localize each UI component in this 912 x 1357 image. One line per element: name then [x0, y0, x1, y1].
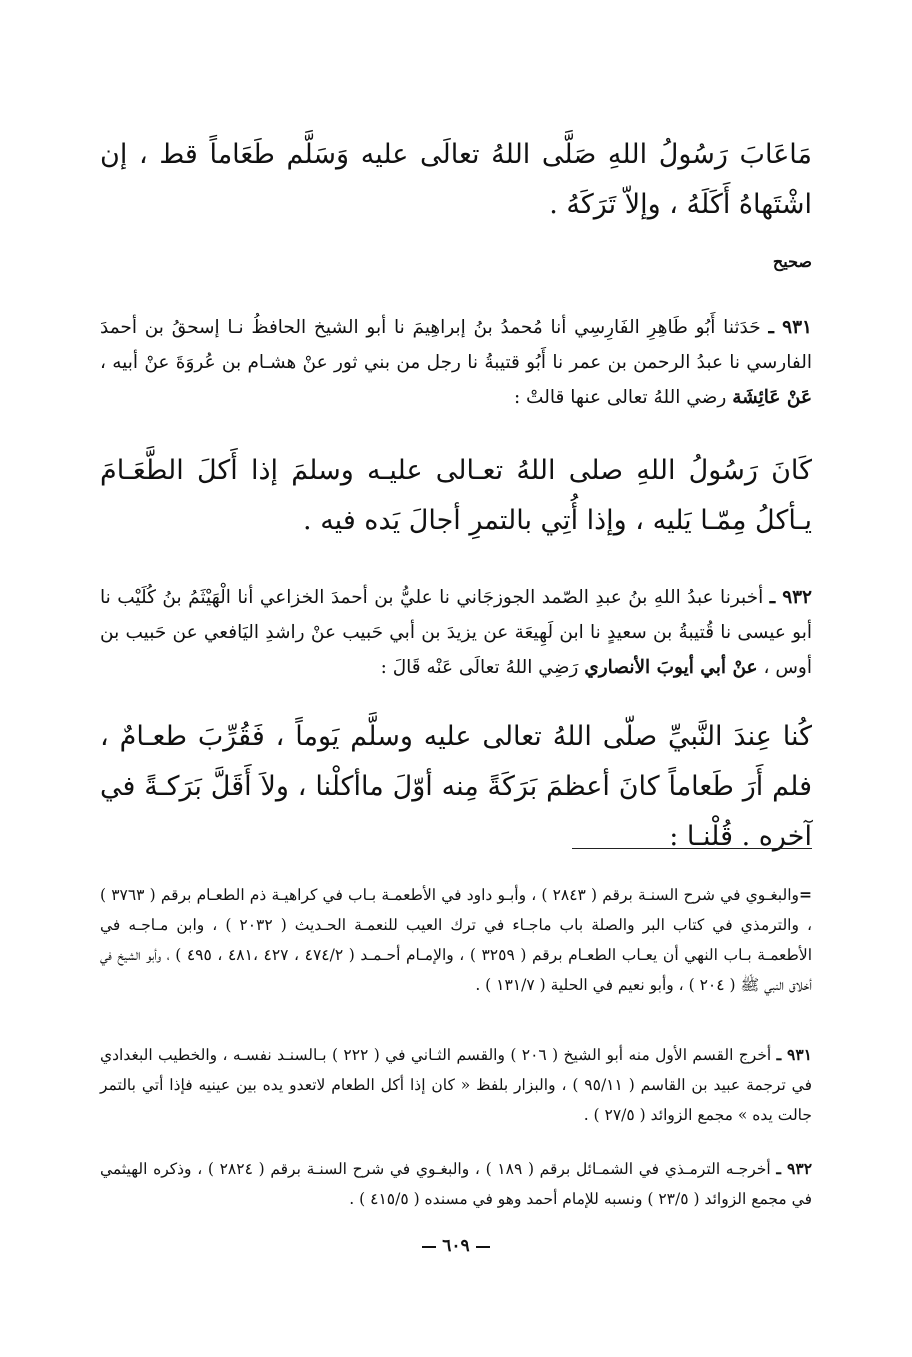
footnote-932-text: أخرجـه الترمـذي في الشمـائل برقم ( ١٨٩ ) ، والبغـوي في شرح السنـة برقم ( ٢٨٢٤ ) ، وذكره الهيثمي في مجمع الزوائد ( ٢٣/٥ ) ونسبه للإمام أحمد وهو في مسنده ( ٤١٥/٥ ) . — [100, 1160, 812, 1208]
page-number-value: ٦٠٩ — [442, 1236, 470, 1256]
hadith-931-chain: حَدَثنا أَبُو طَاهِرِ الفَارِسِي أنا مُحمدُ بنُ إبراهِيمَ نا أبو الشيخ الحافظُ نـا إسحقُ بن أحمدَ الفارسي نا عبدُ الرحمن بن عمر نا أَبُو قتيبةُ نا رجل من بني ثور عنْ هشـام بن عُروَةَ عنْ أبيه ، — [100, 317, 812, 373]
hadith-932-isnad — [100, 580, 812, 685]
hadith-931-chain-end: رضي اللهُ تعالى عنها قالتْ : — [513, 387, 727, 408]
hadith-932-narrator: عنْ أبي أيوبَ الأنصاري — [584, 657, 758, 678]
continuation-mark: = — [799, 885, 812, 904]
footnote-continuation-text: والبغـوي في شرح السنـة برقم ( ٢٨٤٣ ) ، وأبـو داود في الأطعمـة بـاب في كراهيـة ذم الطعـام برقم ( ٣٧٦٣ ) ، والترمذي في كتاب البر والصلة باب ماجـاء في ترك العيب للنعمـة الحـديث ( ٢٠٣٢ ) ، وابن مـاجـه في الأطعمـة بـاب النهي أن يعـاب الطعـام برقم ( ٣٢٥٩ ) ، والإمـام أحـمـد ( ٤٧٤/٢ ، ٤٢٧ ،٤٨١ ، ٤٩٥ ) ، وأبو الشيخ في أخلاق النبي ﷺ ( ٢٠٤ ) ، وأبو نعيم في الحلية ( ١٣١/٧ ) . — [100, 886, 813, 994]
footnote-932-number: ٩٣٢ ـ — [776, 1159, 813, 1178]
hadith-931-number: ٩٣١ ـ — [768, 317, 812, 338]
hadith-932-text: كُنا عِندَ النَّبيِّ صلّى اللهُ تعالى عليه وسلَّم يَوماً ، فَقُرِّبَ طعـامٌ ، فلم أَرَ طَعاماً كانَ أعظمَ بَرَكَةً مِنه أوّلَ ماأكلْنا ، ولاَ أَقَلَّ بَرَكـةً في آخره . قُلْنـا : — [100, 721, 812, 852]
footnote-931-text: أخرج القسم الأول منه أبو الشيخ ( ٢٠٦ ) والقسم الثـاني في ( ٢٢٢ ) بـالسنـد نفسـه ، والخطيب البغدادي في ترجمة عبيد بن القاسم ( ٩٥/١١ ) ، والبزار بلفظ « كان إذا أكل الطعام لاتعدو يده بين عينيه فإذا أتي بالتمر جالت يده » مجمع الزوائد ( ٢٧/٥ ) . — [100, 1046, 813, 1124]
page-number-dash-left — [422, 1246, 436, 1248]
hadith-932-chain: أخبرنا عبدُ اللهِ بنُ عبدِ الصّمد الجوزجَاني نا عليُّ بن أحمدَ الخزاعي أنا الْهَيْثَمُ بنُ كُلَيْب نا أبو عيسى نا قُتيبةُ بن سعيدٍ نا ابن لَهِيعَة عن يزيدَ بن أبي حَبيب عنْ راشدِ اليَافعي عن حَبيب بن أوس ، — [100, 587, 812, 678]
footnote-divider — [572, 848, 812, 849]
hadith-932-chain-end: رَضِي اللهُ تعالَى عَنْه قَالَ : — [380, 657, 579, 678]
hadith-grade: صحيح — [772, 252, 812, 271]
hadith-931-text: كَانَ رَسُولُ اللهِ صلى اللهُ تعـالى عليـه وسلمَ إذا أَكلَ الطَّعَـامَ يـأكلُ مِمّـا يَليه ، وإذا أُتِي بالتمرِ أجالَ يَده فيه . — [100, 455, 812, 536]
footnote-931-number: ٩٣١ ـ — [776, 1045, 812, 1064]
footnote-932 — [100, 1154, 812, 1214]
hadith-932-number: ٩٣٢ ـ — [769, 587, 812, 608]
hadith-931-narrator: عَنْ عَائِشَة — [732, 387, 812, 408]
footnote-931 — [100, 1040, 812, 1130]
page-number — [0, 1236, 912, 1256]
page-number-dash-right — [476, 1246, 490, 1248]
footnote-continuation — [100, 880, 812, 1000]
hadith-931-isnad — [100, 310, 812, 415]
top-hadith-text: مَاعَابَ رَسُولُ اللهِ صَلَّى اللهُ تعالَى عليه وَسَلَّم طَعَاماً قط ، إن اشْتَهاهُ أَكَلَهُ ، وإلاّ تَرَكَهُ . — [100, 139, 812, 220]
